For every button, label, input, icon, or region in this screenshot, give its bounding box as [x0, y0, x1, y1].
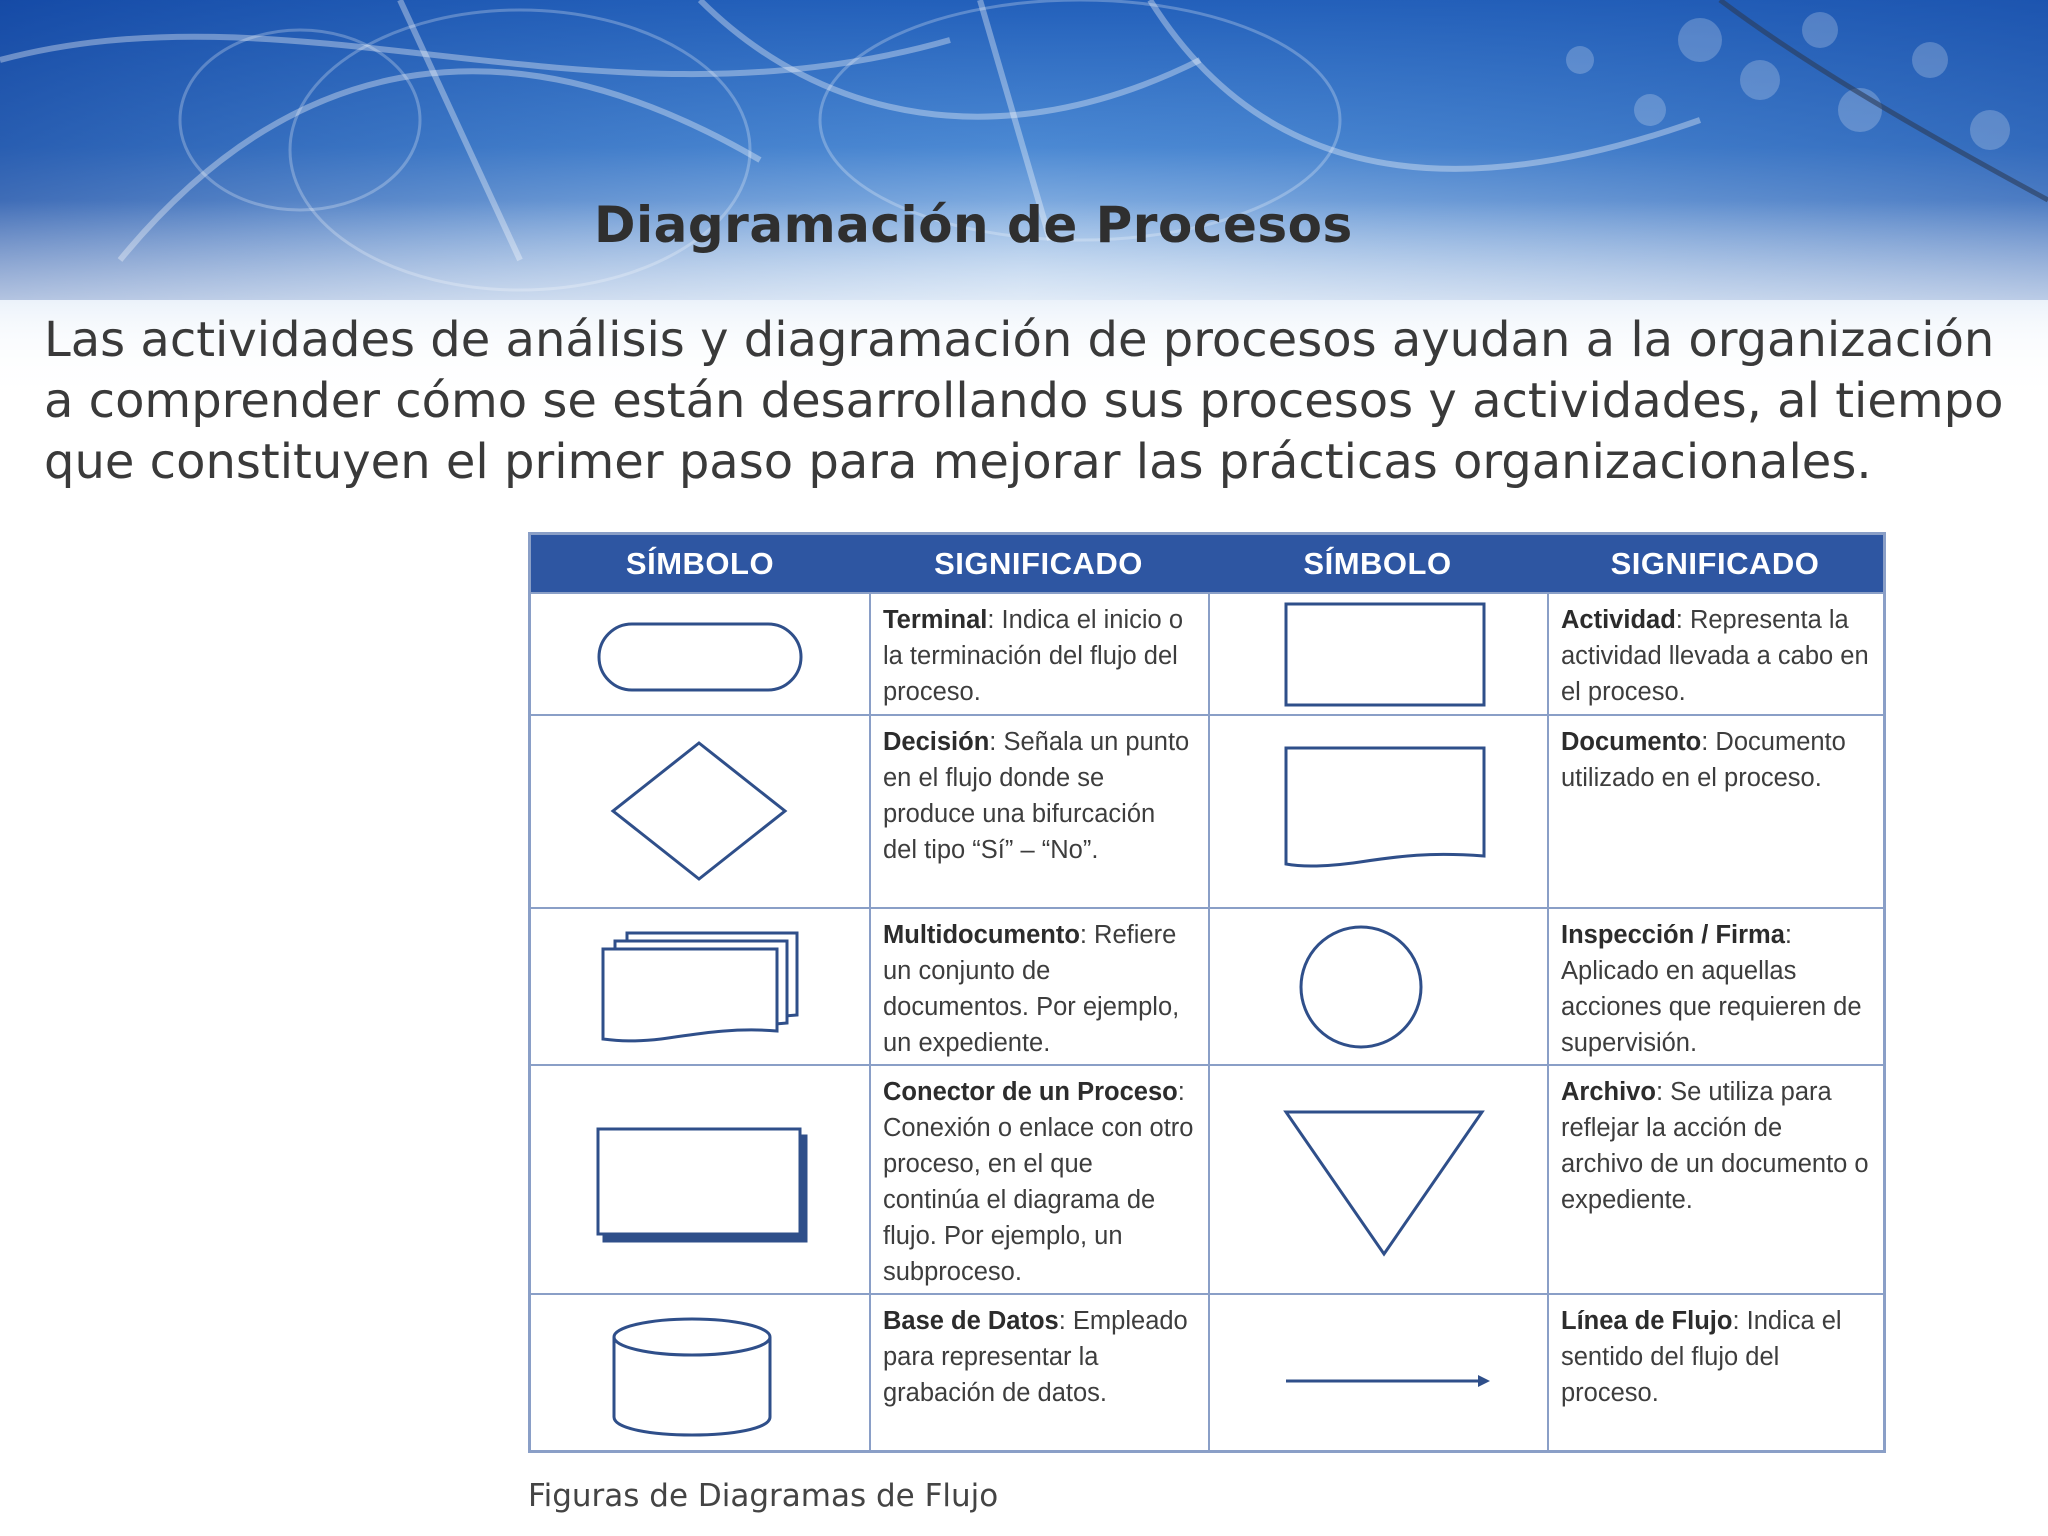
symbol-cell: [1208, 909, 1547, 1064]
flow-line-symbol-icon: [1210, 1295, 1549, 1450]
meaning-description: : Documento utilizado en el proceso.: [1561, 728, 1846, 792]
meaning-term: Archivo: [1561, 1078, 1656, 1106]
database-symbol-icon: [531, 1295, 869, 1450]
intro-paragraph: Las actividades de análisis y diagramación de procesos ayudan a la organización a comprender cómo se están desarrollando sus procesos y actividades, al tiempo que constituyen el primer paso para mejorar las prácticas organizacionales.: [44, 312, 2004, 490]
meaning-description: : Aplicado en aquellas acciones que requieren de supervisión.: [1561, 921, 1862, 1057]
process-connector-symbol-icon: [531, 1066, 869, 1293]
inspection-symbol-icon: [1210, 909, 1549, 1064]
meaning-description: : Señala un punto en el flujo donde se produce una bifurcación del tipo “Sí” – “No”.: [883, 728, 1190, 864]
meaning-description: : Empleado para representar la grabación de datos.: [883, 1307, 1188, 1407]
meaning-term: Multidocumento: [883, 921, 1080, 949]
decision-symbol-icon: [531, 716, 869, 907]
table-row: [531, 907, 1883, 1064]
symbol-cell: [1208, 716, 1547, 907]
meaning-term: Base de Datos: [883, 1307, 1059, 1335]
slide-title: Diagramación de Procesos: [594, 196, 1353, 254]
symbol-cell: [531, 716, 869, 907]
header-meaning-right: SIGNIFICADO: [1610, 546, 1820, 581]
meaning-cell: [1547, 1066, 1883, 1293]
figure-caption: Figuras de Diagramas de Flujo: [528, 1478, 999, 1514]
activity-symbol-icon: [1210, 594, 1549, 714]
terminal-symbol-icon: [531, 594, 869, 714]
meaning-cell: [1547, 716, 1883, 907]
archive-symbol-icon: [1210, 1066, 1549, 1293]
symbol-cell: [1208, 594, 1547, 714]
meaning-term: Inspección / Firma: [1561, 921, 1785, 949]
meaning-description: : Conexión o enlace con otro proceso, en el que continúa el diagrama de flujo. Por ejemplo, un subproceso.: [883, 1078, 1194, 1286]
meaning-cell: [1547, 1295, 1883, 1450]
meaning-description: : Indica el inicio o la terminación del flujo del proceso.: [883, 606, 1183, 706]
meaning-cell: [869, 1066, 1208, 1293]
meaning-cell: [1547, 594, 1883, 714]
meaning-description: : Refiere un conjunto de documentos. Por ejemplo, un expediente.: [883, 921, 1180, 1057]
table-row: [531, 1064, 1883, 1293]
flowchart-symbols-table: [528, 532, 1886, 1453]
symbol-cell: [531, 1066, 869, 1293]
meaning-term: Decisión: [883, 728, 990, 756]
meaning-description: : Se utiliza para reflejar la acción de archivo de un documento o expediente.: [1561, 1078, 1869, 1214]
symbol-cell: [1208, 1066, 1547, 1293]
meaning-term: Terminal: [883, 606, 988, 634]
meaning-term: Línea de Flujo: [1561, 1307, 1733, 1335]
header-symbol-right: SÍMBOLO: [1303, 546, 1452, 581]
symbol-cell: [531, 594, 869, 714]
meaning-cell: [869, 716, 1208, 907]
meaning-cell: [869, 909, 1208, 1064]
meaning-cell: [869, 594, 1208, 714]
meaning-term: Actividad: [1561, 606, 1676, 634]
meaning-term: Conector de un Proceso: [883, 1078, 1178, 1106]
meaning-description: : Representa la actividad llevada a cabo en el proceso.: [1561, 606, 1869, 706]
table-header: [531, 535, 1883, 592]
meaning-term: Documento: [1561, 728, 1702, 756]
meaning-cell: [869, 1295, 1208, 1450]
document-symbol-icon: [1210, 716, 1549, 907]
table-row: [531, 592, 1883, 714]
header-meaning-left: SIGNIFICADO: [934, 546, 1143, 581]
symbol-cell: [531, 909, 869, 1064]
table-row: [531, 714, 1883, 907]
meaning-description: : Indica el sentido del flujo del proceso.: [1561, 1307, 1842, 1407]
table-row: [531, 1293, 1883, 1450]
header-symbol-left: SÍMBOLO: [625, 546, 775, 581]
meaning-cell: [1547, 909, 1883, 1064]
multidocument-symbol-icon: [531, 909, 869, 1064]
symbol-cell: [1208, 1295, 1547, 1450]
symbol-cell: [531, 1295, 869, 1450]
